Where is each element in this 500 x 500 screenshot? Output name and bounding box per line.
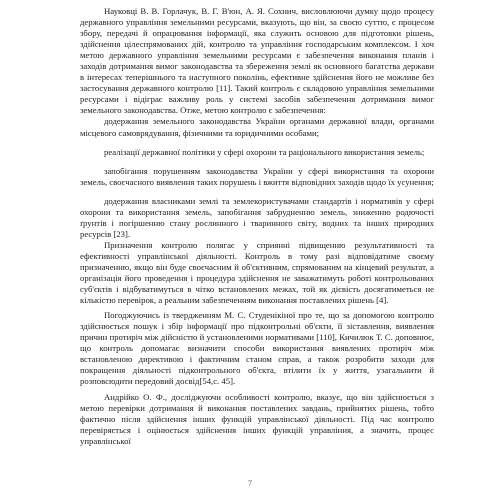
page-number: 7 [248,479,252,488]
list-item-state-policy: реалізації державної політики у сфері охорони та раціонального використання земель; [104,146,425,157]
paragraph-studenikina: Погоджуючись із твердженням М. С. Студенікіної про те, що за допомогою контролю здійснюється пошук і збір інформації про підконтрольні об'єкти, її зіставлення, виявлення причин протиріч між дійсністю й установленими нормативами [110], Кичилюк Т. С. доповнює, що контроль допомагає визначити способи використання виявлених протиріч між встановленою директивою і фактичним станом справ, а також розробити заходи для покращення діяльності підконтрольного об'єкта, втілити їх у життя, узагальнити й розповсюдити передовий досвід[54,с. 45]. [80,310,434,387]
list-item-violation-prevention: запобігання порушенням законодавства України у сфері використання та охорони земель, своєчасного виявлення таких порушень і вжиття відповідних заходів щодо їх усунення; [80,165,434,187]
paragraph-andriyko: Андрійко О. Ф., досліджуючи особливості контролю, вказує, що він здійснюється з метою перевірки дотримання й виконання поставлених завдань, прийнятих рішень, тобто фактично після здійснення інших функцій управлінської діяльності. Під час контролю перевіряється і оцінюється здійснення інших функцій управління, а значить, процес управлінської [80,391,434,446]
paragraph-intro: Науковці В. В. Горлачук, В. Г. В'юн, А. Я. Сохнич, висловлюючи думку щодо процесу державного управління земельними ресурсами, вказують, що він, за своєю суттю, є процесом збору, передачі й опрацювання інформації, яка служить основою для підготовки рішень, здійснення цілеспрямованих дій, контролю та управління господарським комплексом. І хоч метою державного управління земельними ресурсами є забезпечення виконання планів і заходів дотримання вимог законодавства та збереження землі як основного багатства держави в інтересах теперішнього та наступного поколінь, ефективне здійснення його не можливе без застосування державного контролю [11]. Такий контроль є складовою управління земельними ресурсами і відіграє важливу роль у системі засобів забезпечення дотримання вимог земельного законодавства. Отже, метою контролю є забезпечення: [80,6,434,116]
paragraph-control-purpose: Призначення контролю полягає у сприянні підвищенню результативності та ефективності управлінської діяльності. Контроль в тому разі відповідатиме своєму призначенню, якщо він буде своєчасним й об'єктивним, спрямованим на кінцевий результат, а організація його проведення і процедура здійснення не заважатимуть роботі контрольованих суб'єктів і відбуватимуться в чітко встановлених межах, той як дієвість досягатиметься не кількістю перевірок, а реальним забезпеченням виконання поставлених рішень [4]. [80,239,434,306]
list-item-legislation-compliance: додержання земельного законодавства України органами державної влади, органами місцевого самоврядування, фізичними та юридичними особами; [80,116,434,138]
list-item-standards-compliance: додержання власниками землі та землекористувачами стандартів і нормативів у сфері охорони та використання земель, запобігання забрудненню земель, зниженню родючості ґрунтів і погіршенню стану рослинного і тваринного світу, водних та інших природних ресурсів [23]. [80,195,434,239]
